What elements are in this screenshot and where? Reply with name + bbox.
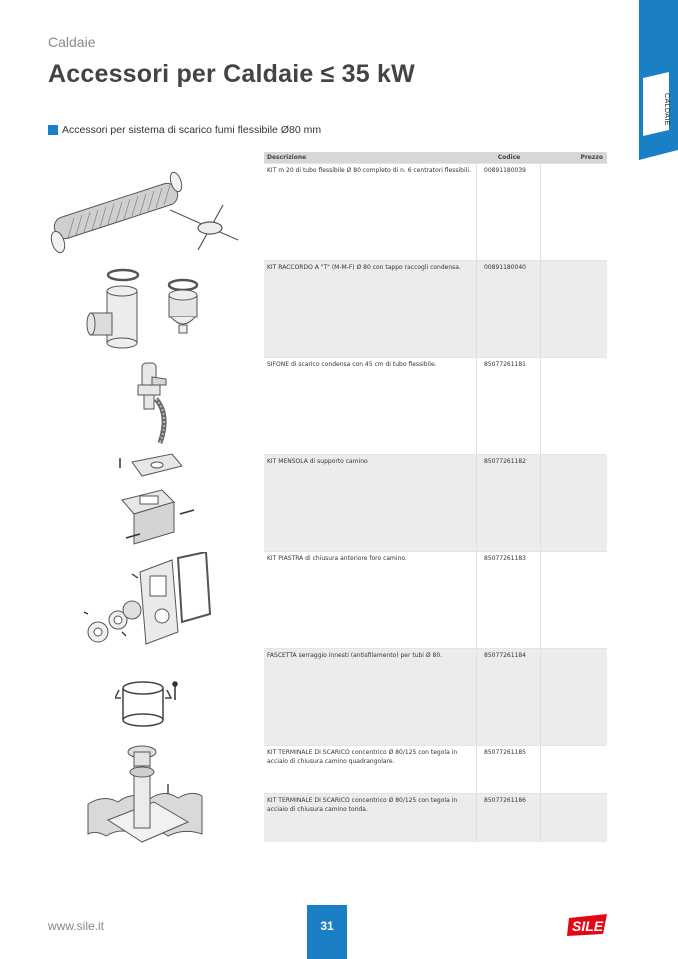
row-description: KIT TERMINALE DI SCARICO concentrico Ø 80/125 con tegola in acciaio di chiusura camino tonda.	[264, 794, 477, 842]
row-price	[541, 794, 607, 842]
side-tab-label: CALDAIE	[663, 93, 670, 126]
product-table	[264, 152, 607, 842]
row-code: 85077261184	[477, 649, 541, 745]
row-code: 00891180040	[477, 261, 541, 357]
svg-text:SILE: SILE	[572, 918, 604, 934]
page-number: 31	[307, 905, 347, 959]
row-price	[541, 358, 607, 454]
sile-logo	[565, 912, 609, 938]
row-code: 85077261185	[477, 746, 541, 793]
row-code: 00891180039	[477, 164, 541, 260]
bullet-square-icon	[48, 125, 58, 135]
section-heading-text: Accessori per sistema di scarico fumi flessibile Ø80 mm	[62, 124, 322, 136]
table-row	[264, 357, 607, 454]
row-code: 85077261183	[477, 552, 541, 648]
row-code: 85077261186	[477, 794, 541, 842]
table-header	[264, 152, 607, 163]
row-price	[541, 164, 607, 260]
table-row	[264, 648, 607, 745]
clamp-band-illustration	[115, 672, 185, 737]
column-header-price: Prezzo	[580, 154, 603, 161]
tee-fitting-kit-illustration	[85, 265, 215, 350]
row-description: KIT PIASTRA di chiusura anteriore foro camino.	[264, 552, 477, 648]
row-price	[541, 746, 607, 793]
table-row	[264, 551, 607, 648]
table-row	[264, 260, 607, 357]
table-row	[264, 454, 607, 551]
row-description: KIT MENSOLA di supporto camino	[264, 455, 477, 551]
row-description: KIT TERMINALE DI SCARICO concentrico Ø 80/125 con tegola in acciaio di chiusura camino quadrangolare.	[264, 746, 477, 793]
chimney-terminal-illustration	[84, 744, 204, 852]
row-price	[541, 649, 607, 745]
footer-website-link[interactable]: www.sile.it	[48, 919, 105, 933]
row-code: 85077261182	[477, 455, 541, 551]
flexible-pipe-kit-illustration	[48, 170, 248, 260]
row-price	[541, 552, 607, 648]
row-description: SIFONE di scarico condensa con 45 cm di tubo flessibile.	[264, 358, 477, 454]
row-price	[541, 261, 607, 357]
page-title: Accessori per Caldaie ≤ 35 kW	[48, 60, 415, 88]
row-description: KIT RACCORDO A "T" (M-M-F) Ø 80 con tappo raccogli condensa.	[264, 261, 477, 357]
section-heading	[48, 124, 321, 136]
table-row	[264, 163, 607, 260]
closure-plate-illustration	[82, 552, 212, 647]
column-header-description: Descrizione	[267, 154, 307, 161]
row-code: 85077261181	[477, 358, 541, 454]
row-description: FASCETTA serraggio innesti (antisfilamento) per tubi Ø 80.	[264, 649, 477, 745]
table-row	[264, 745, 607, 793]
condensate-siphon-illustration	[130, 355, 190, 450]
column-header-code: Codice	[497, 154, 521, 161]
breadcrumb: Caldaie	[48, 34, 96, 50]
support-bracket-illustration	[112, 452, 197, 547]
row-description: KIT m 20 di tubo flessibile Ø 80 completo di n. 6 centratori flessibili.	[264, 164, 477, 260]
row-price	[541, 455, 607, 551]
table-row	[264, 793, 607, 842]
section-side-tab	[639, 0, 678, 160]
